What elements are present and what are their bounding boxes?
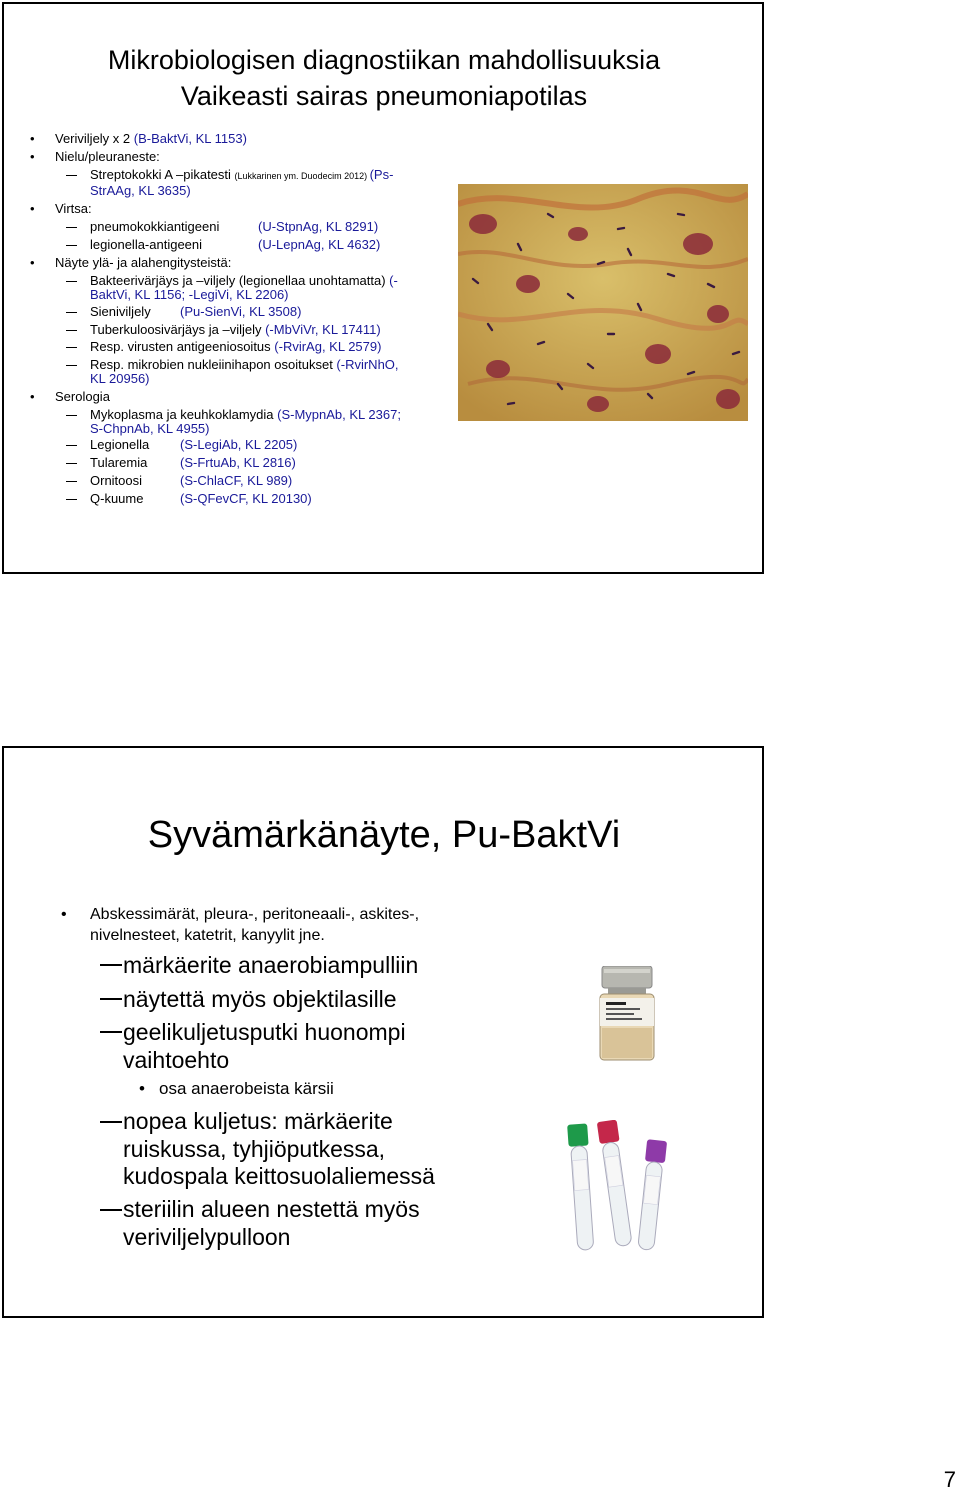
list-item: pneumokokkiantigeeni <box>90 219 220 234</box>
dash-icon <box>100 1031 122 1033</box>
slide-2 <box>2 746 764 1318</box>
list-item: nopea kuljetus: märkäerite <box>123 1108 393 1134</box>
list-item-cont: BaktVi, KL 1156; -LegiVi, KL 2206) <box>90 287 289 302</box>
dash-icon <box>66 463 77 464</box>
list-item: Veriviljely x 2 (B-BaktVi, KL 1153) <box>55 131 247 146</box>
list-item: Bakteerivärjäys ja –viljely (legionellaa unohtamatta) (- <box>90 273 398 288</box>
dash-icon <box>66 175 77 176</box>
dash-icon <box>66 347 77 348</box>
list-item: Tularemia <box>90 455 148 470</box>
dash-icon <box>66 481 77 482</box>
list-item: Q-kuume <box>90 491 144 506</box>
list-item: Näyte ylä- ja alahengitysteistä: <box>55 255 232 270</box>
list-item: märkäerite anaerobiampulliin <box>123 952 419 978</box>
bullet-icon: • <box>30 201 35 216</box>
list-item: Streptokokki A –pikatesti (Lukkarinen ym. Duodecim 2012) (Ps- <box>90 167 394 182</box>
list-item: steriilin alueen nestettä myös <box>123 1196 420 1222</box>
slide-1-title: Mikrobiologisen diagnostiikan mahdollisuuksia Vaikeasti sairas pneumoniapotilas <box>107 45 661 111</box>
bullet-icon: • <box>61 906 67 923</box>
list-item: Resp. virusten antigeeniosoitus (-RvirAg, KL 2579) <box>90 339 382 354</box>
dash-icon <box>66 499 77 500</box>
list-item: Mykoplasma ja keuhkoklamydia (S-MypnAb, KL 2367; <box>90 407 401 422</box>
dash-icon <box>66 281 77 282</box>
vacuum-tubes-image <box>567 1120 671 1254</box>
dash-icon <box>66 227 77 228</box>
list-item-cont: vaihtoehto <box>123 1047 230 1073</box>
list-item: legionella-antigeeni <box>90 237 203 252</box>
list-item-cont: nivelnesteet, katetrit, kanyylit jne. <box>90 927 325 944</box>
bullet-icon: • <box>30 255 35 270</box>
list-item-cont: S-ChpnAb, KL 4955) <box>90 421 210 436</box>
list-item: näytettä myös objektilasille <box>123 986 397 1012</box>
dash-icon <box>100 1209 122 1211</box>
list-item: Sieniviljely <box>90 304 151 319</box>
list-item-code: (S-ChlaCF, KL 989) <box>180 473 293 488</box>
list-item-cont: kudospala keittosuolaliemessä <box>123 1163 435 1189</box>
list-item-cont: veriviljelypulloon <box>123 1224 291 1250</box>
list-item-cont: StrAAg, KL 3635) <box>90 183 191 198</box>
list-item: Serologia <box>55 389 110 404</box>
list-item-code: (Pu-SienVi, KL 3508) <box>180 304 302 319</box>
list-item-cont: ruiskussa, tyhjiöputkessa, <box>123 1136 386 1162</box>
bullet-icon: • <box>30 389 35 404</box>
bullet-icon: • <box>30 149 35 164</box>
dash-icon <box>100 964 122 966</box>
list-item: Tuberkuloosivärjäys ja –viljely (-MbViVr, KL 17411) <box>90 322 381 337</box>
dash-icon <box>66 365 77 366</box>
list-item-code: (S-QFevCF, KL 20130) <box>180 491 312 506</box>
dash-icon <box>66 330 77 331</box>
list-item: Nielu/pleuraneste: <box>55 149 160 164</box>
dash-icon <box>100 998 122 1000</box>
list-item: Resp. mikrobien nukleiinihapon osoitukset (-RvirNhO, <box>90 357 399 372</box>
page-number: 7 <box>943 1467 956 1492</box>
list-item: Abskessimärät, pleura-, peritoneaali-, askites-, <box>90 906 420 923</box>
dash-icon <box>66 445 77 446</box>
list-item: Virtsa: <box>55 201 92 216</box>
list-item-code: (S-LegiAb, KL 2205) <box>180 437 298 452</box>
list-item: osa anaerobeista kärsii <box>159 1079 334 1098</box>
list-item-cont: KL 20956) <box>90 371 150 386</box>
bullet-icon: • <box>139 1079 145 1098</box>
list-item-code: (S-FrtuAb, KL 2816) <box>180 455 296 470</box>
list-item-code: (U-LepnAg, KL 4632) <box>258 237 381 252</box>
gram-stain-microscopy-image <box>458 184 748 421</box>
dash-icon <box>66 415 77 416</box>
dash-icon <box>66 312 77 313</box>
anaerobic-transport-vial-image <box>590 966 664 1062</box>
bullet-icon: • <box>30 131 35 146</box>
list-item: Ornitoosi <box>90 473 143 488</box>
list-item-code: (U-StpnAg, KL 8291) <box>258 219 379 234</box>
dash-icon <box>66 245 77 246</box>
microscopy-illustration <box>458 184 748 421</box>
list-item: Legionella <box>90 437 150 452</box>
list-item: geelikuljetusputki huonompi <box>123 1019 406 1045</box>
slide-2-title: Syvämärkänäyte, Pu-BaktVi <box>147 814 621 856</box>
dash-icon <box>100 1121 122 1123</box>
slide-1 <box>2 2 764 574</box>
